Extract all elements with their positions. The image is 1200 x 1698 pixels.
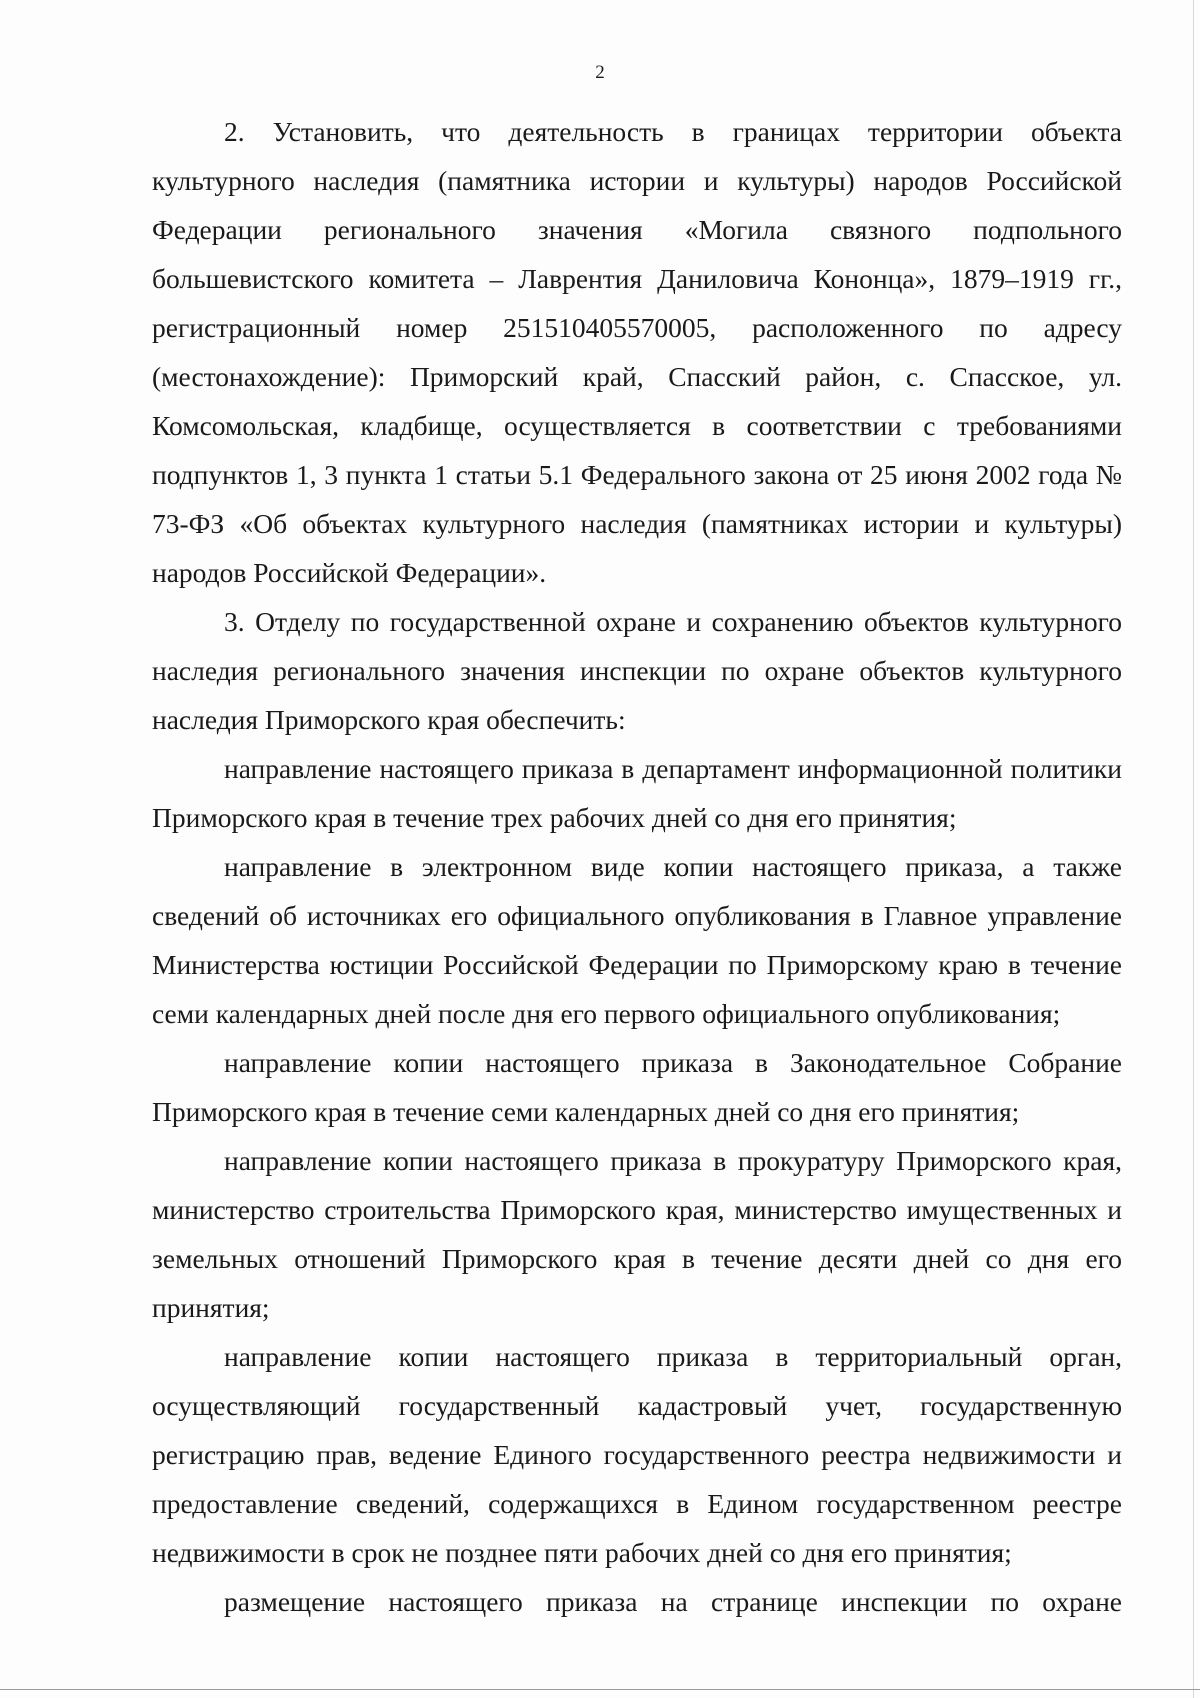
scan-edge-bottom [0, 1689, 1200, 1690]
page-number: 2 [595, 62, 605, 83]
document-body [152, 107, 1122, 1626]
paragraph-prosecutor: направление копии настоящего приказа в прокуратуру Приморского края, министерство строительства Приморского края, министерство имущественных и земельных отношений Приморского края в течение десяти дней со дня его принятия; [152, 1145, 1122, 1323]
paragraph-justice-ministry: направление в электронном виде копии настоящего приказа, а также сведений об источниках его официального опубликования в Главное управление Министерства юстиции Российской Федерации по Приморскому краю в течение семи календарных дней после дня его первого официального опубликования; [152, 851, 1122, 1029]
paragraph-item-3: 3. Отделу по государственной охране и сохранению объектов культурного наследия регионального значения инспекции по охране объектов культурного наследия Приморского края обеспечить: [152, 606, 1122, 735]
paragraph-info-policy: направление настоящего приказа в департамент информационной политики Приморского края в течение трех рабочих дней со дня его принятия; [152, 753, 1122, 833]
paragraph-legislative-assembly: направление копии настоящего приказа в Законодательное Собрание Приморского края в течение семи календарных дней со дня его принятия; [152, 1047, 1122, 1127]
paragraph-item-2: 2. Установить, что деятельность в границах территории объекта культурного наследия (памятника истории и культуры) народов Российской Федерации регионального значения «Могила связного подпольного большевистского комитета – Лаврентия Даниловича Кононца», 1879–1919 гг., регистрационный номер 251510405570005, расположенного по адресу (местонахождение): Приморский край, Спасский район, с. Спасское, ул. Комсомольская, кладбище, осуществляется в соответствии с требованиями подпунктов 1, 3 пункта 1 статьи 5.1 Федерального закона от 25 июня 2002 года № 73-ФЗ «Об объектах культурного наследия (памятниках истории и культуры) народов Российской Федерации». [152, 116, 1122, 588]
paragraph-placement: размещение настоящего приказа на странице инспекции по охране [224, 1586, 1122, 1617]
scan-edge-right [1193, 0, 1194, 1698]
paragraph-cadastral: направление копии настоящего приказа в территориальный орган, осуществляющий государственный кадастровый учет, государственную регистрацию прав, ведение Единого государственного реестра недвижимости и предоставление сведений, содержащихся в Едином государственном реестре недвижимости в срок не позднее пяти рабочих дней со дня его принятия; [152, 1341, 1122, 1568]
